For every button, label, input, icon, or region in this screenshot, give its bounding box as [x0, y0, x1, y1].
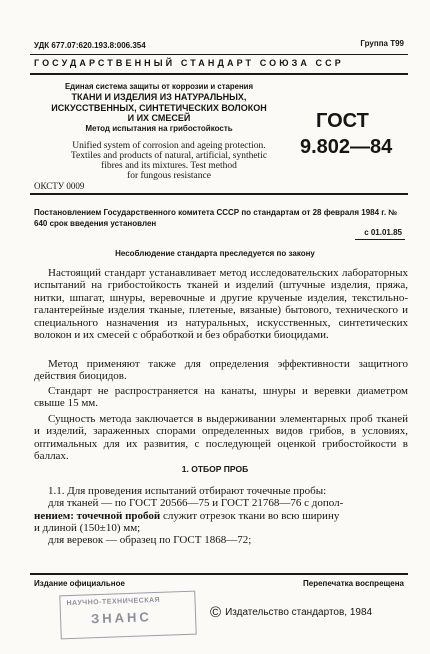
clause-ropes: для веревок — образец по ГОСТ 1868—72; [48, 534, 252, 547]
copyright [210, 604, 372, 621]
top-rule [30, 54, 408, 55]
okstu-rule [30, 193, 408, 195]
official-edition: Издание официальное [34, 579, 125, 588]
introduction-date: с 01.01.85 [364, 228, 402, 237]
title-main-3: И ИХ СМЕСЕЙ [127, 113, 191, 123]
title-main-2: ИСКУССТВЕННЫХ, СИНТЕТИЧЕСКИХ ВОЛОКОН [51, 102, 267, 113]
essence-paragraph [34, 413, 408, 463]
okstu-code: ОКСТУ 0009 [34, 181, 85, 191]
gost-number: 9.802—84 [300, 136, 393, 158]
header-rule [30, 73, 408, 75]
stamp-big-text: ЗНАНС [90, 609, 153, 627]
intro-paragraph [34, 267, 408, 341]
clause-rest: служит отрезок ткани во всю ширину [160, 509, 340, 522]
english-title [44, 141, 294, 181]
library-stamp [59, 591, 196, 640]
decree-text: Постановлением Государственного комитета СССР по стандартам от 28 февраля 1984 г. № 640 срок введения установлен [34, 208, 398, 228]
intro-paragraph-text: Настоящий стандарт устанавливает метод исследовательских лабораторных испытаний на грибостойкость тканей и изделий (штучные изделия, пряжа, нитки, шпагат, шнуры, веревочные и другие крученые изделия, текстильно-галантерейные изделия тканые, плетеные, вязаные) бытового, технического и специального назначения из натуральных, искусственных, синтетических волокон и их смесей с обработкой и без обработки биоцидами. [34, 267, 408, 342]
english-title-line: Textiles and products of natural, artificial, synthetic [70, 151, 268, 161]
scope-paragraph-text: Стандарт не распространяется на канаты, шнуры и веревки диаметром свыше 15 мм. [34, 385, 408, 410]
clause-fabrics: для тканей — по ГОСТ 20566—75 и ГОСТ 21768—76 с допол- [48, 497, 344, 510]
footer-rule [30, 573, 408, 575]
english-title-line: Unified system of corrosion and ageing protection. [72, 141, 266, 151]
clause-1-1: 1.1. Для проведения испытаний отбирают точечные пробы: [48, 485, 327, 497]
reprint-notice: Перепечатка воспрещена [303, 579, 404, 588]
udk-code: УДК 677.07:620.193.8:006.354 [34, 41, 146, 50]
section-title: 1. ОТБОР ПРОБ [181, 464, 249, 474]
scope-paragraph [34, 385, 408, 410]
group-code: Группа Т99 [360, 39, 404, 48]
title-main-1: ТКАНИ И ИЗДЕЛИЯ ИЗ НАТУРАЛЬНЫХ, [71, 92, 247, 102]
english-title-line: fibres and its mixtures. Test method [101, 161, 237, 171]
prohibition-note: Несоблюдение стандарта преследуется по закону [115, 249, 315, 258]
clause-bold: нением: точечной пробой [34, 509, 161, 522]
method-paragraph-text: Метод применяют также для определения эффективности защитного действия биоцидов. [34, 358, 408, 383]
clause-length: и длиной (150±10) мм; [34, 521, 141, 534]
section-1-body [34, 485, 408, 546]
english-title-line: for fungous resistance [127, 171, 211, 181]
standard-header: ГОСУДАРСТВЕННЫЙ СТАНДАРТ СОЮЗА ССР [34, 58, 344, 68]
gost-label: ГОСТ [316, 110, 369, 132]
title-series: Единая система защиты от коррозии и старения [64, 82, 254, 91]
title-block [34, 82, 284, 134]
stamp-line: НАУЧНО-ТЕХНИЧЕСКАЯ [66, 596, 161, 608]
method-paragraph [34, 358, 408, 383]
date-underline [355, 239, 405, 240]
clause-fabrics-cont [34, 510, 408, 522]
copyright-icon: © [210, 604, 222, 621]
copyright-text: Издательство стандартов, 1984 [225, 607, 373, 618]
title-method: Метод испытания на грибостойкость [85, 123, 233, 133]
essence-paragraph-text: Сущность метода заключается в выдерживании элементарных проб тканей и изделий, зараженных спорами определенных видов грибов, в условиях, оптимальных для их развития, с последующей оценкой грибостойкости в баллах. [34, 413, 408, 463]
